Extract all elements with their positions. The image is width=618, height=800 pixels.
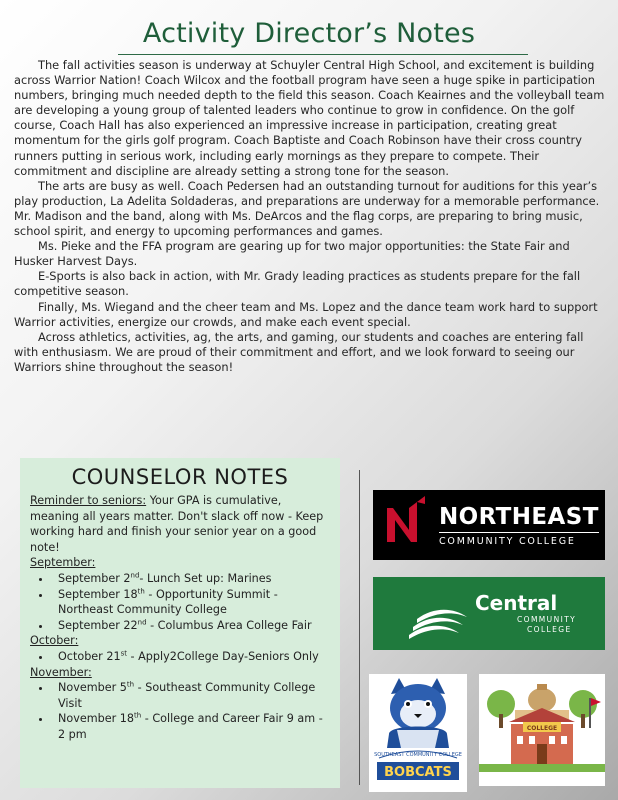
central-logo bbox=[373, 577, 605, 650]
event-item: • September 18th - Opportunity Summit - Northeast Community College bbox=[52, 587, 330, 618]
senior-reminder bbox=[30, 493, 330, 555]
article-paragraph: The arts are busy as well. Coach Pedersen had an outstanding turnout for auditions for this year’s play production, La Adelita Soldaderas, and preparations are underway for a memorable performance. Mr. Madison and the band, along with Ms. DeArcos and the flag corps, are preparing to bring music, school spirit, and energy to upcoming performances and games. bbox=[14, 178, 600, 239]
column-divider bbox=[359, 470, 360, 785]
reminder-text: Your GPA is cumulative, meaning all years matter. Don't slack off now - Keep working hard and finish your senior year on a good note! bbox=[30, 494, 324, 554]
counselor-notes-panel bbox=[20, 458, 340, 788]
article-paragraph: E-Sports is also back in action, with Mr. Grady leading practices as students prepare for the fall competitive season. bbox=[14, 269, 581, 299]
northeast-subtitle: COMMUNITY COLLEGE bbox=[439, 532, 599, 548]
event-item: • October 21st - Apply2College Day-Seniors Only bbox=[52, 649, 330, 665]
event-list bbox=[30, 571, 330, 633]
svg-text:COLLEGE: COLLEGE bbox=[526, 725, 558, 732]
svg-text:BOBCATS: BOBCATS bbox=[384, 765, 452, 780]
month-heading: November: bbox=[30, 665, 92, 679]
event-item: • November 18th - College and Career Fair 9 am - 2 pm bbox=[52, 711, 330, 742]
northeast-logo bbox=[373, 490, 605, 560]
event-item: • November 5th - Southeast Community College Visit bbox=[52, 680, 330, 711]
title-divider bbox=[118, 54, 528, 55]
northeast-n-icon bbox=[373, 490, 431, 560]
page-title: Activity Director’s Notes bbox=[142, 18, 476, 49]
month-heading: October: bbox=[30, 634, 79, 648]
counselor-title: COUNSELOR NOTES bbox=[71, 465, 289, 489]
central-subtitle: COMMUNITY COLLEGE bbox=[517, 615, 577, 634]
event-list bbox=[30, 680, 330, 742]
article-paragraph: The fall activities season is underway at Schuyler Central High School, and excitement is building across Warrior Nation! Coach Wilcox and the football program have seen a huge spike in participation numbers, bringing much needed depth to the field this season. Coach Keairnes and the volleyball team are developing a young group of talented leaders who continue to grow in confidence. On the golf course, Coach Hall has also experienced an impressive increase in participation, creating great momentum for the girls golf program. Coach Baptiste and Coach Robinson have their cross country runners putting in serious work, including early mornings as they prepare to compete. Their commitment and discipline are already setting a strong tone for the season. bbox=[14, 58, 605, 178]
month-heading: September: bbox=[30, 556, 96, 570]
article-paragraph: Across athletics, activities, ag, the arts, and gaming, our students and coaches are entering fall with enthusiasm. We are proud of their commitment and effort, and we look forward to seeing our Warriors shine throughout the season! bbox=[14, 329, 584, 374]
event-list bbox=[30, 649, 330, 665]
central-swoosh-icon bbox=[373, 577, 473, 650]
southeast-bobcats-logo bbox=[369, 674, 467, 792]
svg-text:SOUTHEAST COMMUNITY COLLEGE: SOUTHEAST COMMUNITY COLLEGE bbox=[374, 752, 462, 758]
event-item: • September 2nd- Lunch Set up: Marines bbox=[52, 571, 330, 587]
central-name: Central bbox=[475, 591, 558, 615]
article-paragraph: Ms. Pieke and the FFA program are gearing up for two major opportunities: the State Fair and Husker Harvest Days. bbox=[14, 239, 570, 269]
northeast-name: NORTHEAST bbox=[439, 504, 599, 530]
article-paragraph: Finally, Ms. Wiegand and the cheer team and Ms. Lopez and the dance team work hard to support Warrior activities, energize our crowds, and make each event special. bbox=[14, 299, 598, 329]
event-item: • September 22nd - Columbus Area College Fair bbox=[52, 618, 330, 634]
reminder-label: Reminder to seniors: bbox=[30, 494, 147, 507]
college-building-clipart bbox=[479, 674, 605, 786]
activity-article bbox=[14, 58, 606, 375]
